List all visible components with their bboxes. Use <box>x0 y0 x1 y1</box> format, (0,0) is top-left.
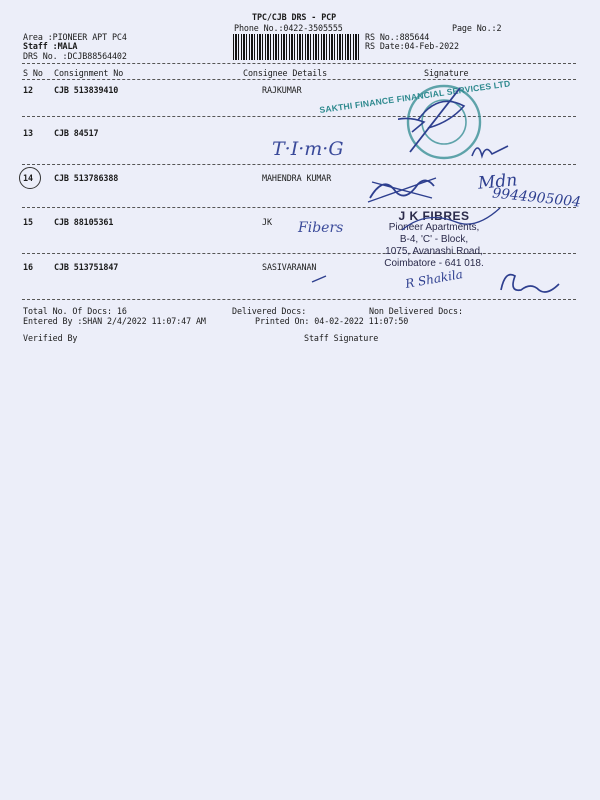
col-signature: Signature <box>424 68 469 78</box>
row-sno: 16 <box>23 262 33 272</box>
jk-stamp-line: Coimbatore - 641 018. <box>384 258 484 269</box>
col-consignee: Consignee Details <box>243 68 328 78</box>
delivered-docs: Delivered Docs: <box>232 306 307 316</box>
divider <box>22 63 576 64</box>
row-sno: 14 <box>23 173 33 183</box>
handwritten-fibers: Fibers <box>298 220 344 236</box>
col-consignment: Consignment No <box>54 68 124 78</box>
divider <box>22 299 576 300</box>
row-consignment: CJB 513751847 <box>54 262 119 272</box>
divider <box>22 164 576 165</box>
divider <box>22 116 576 117</box>
handwritten-time-note: T·I·m·G <box>272 138 344 160</box>
jk-stamp-line: B-4, 'C' - Block, <box>399 234 469 245</box>
jk-stamp-line: J K FIBRES <box>398 209 470 223</box>
finance-stamp-text: SAKTHI FINANCE FINANCIAL SERVICES LTD <box>318 78 511 116</box>
row-consignment: CJB 513786388 <box>54 173 119 183</box>
tick-mark <box>310 272 330 286</box>
staff-label: Staff :MALA <box>23 41 78 51</box>
area-label: Area :PIONEER APT PC4 <box>23 32 127 42</box>
handwritten-rshakila: R Shakila <box>404 267 464 291</box>
row-consignment: CJB 84517 <box>54 128 99 138</box>
col-sno: S No <box>23 68 43 78</box>
handwritten-mdn: Mdn <box>477 170 519 194</box>
printed-on: Printed On: 04-02-2022 11:07:50 <box>255 316 409 326</box>
row-consignment: CJB 513839410 <box>54 85 119 95</box>
row-sno: 13 <box>23 128 33 138</box>
row-consignee: MAHENDRA KUMAR <box>262 173 332 183</box>
page-number: Page No.:2 <box>452 23 502 33</box>
phone-number: Phone No.:0422-3505555 <box>234 23 343 33</box>
row-consignee: SASIVARANAN <box>262 262 317 272</box>
verified-by: Verified By <box>23 333 78 343</box>
row-consignee: JK <box>262 217 272 227</box>
jk-overstrike-signature <box>396 200 506 240</box>
jk-stamp-line: 1075, Avanashi Road, <box>385 246 483 257</box>
drs-number: DRS No. :DCJB88564402 <box>23 51 127 61</box>
staff-signature-label: Staff Signature <box>304 333 379 343</box>
jk-stamp-line: Pioneer Apartments, <box>388 222 480 233</box>
row-consignment: CJB 88105361 <box>54 217 114 227</box>
rs-number: RS No.:885644 <box>365 32 430 42</box>
entered-by: Entered By :SHAN 2/4/2022 11:07:47 AM <box>23 316 206 326</box>
non-delivered-docs: Non Delivered Docs: <box>369 306 463 316</box>
rs-date: RS Date:04-Feb-2022 <box>365 41 459 51</box>
total-docs: Total No. Of Docs: 16 <box>23 306 127 316</box>
document-title: TPC/CJB DRS - PCP <box>252 12 337 22</box>
scribble-icon <box>470 136 510 162</box>
row-consignee: RAJKUMAR <box>262 85 302 95</box>
barcode <box>233 34 359 60</box>
signature-scribble <box>495 266 565 300</box>
row-sno: 12 <box>23 85 33 95</box>
row-sno: 15 <box>23 217 33 227</box>
handwritten-phone: 9944905004 <box>491 185 582 211</box>
